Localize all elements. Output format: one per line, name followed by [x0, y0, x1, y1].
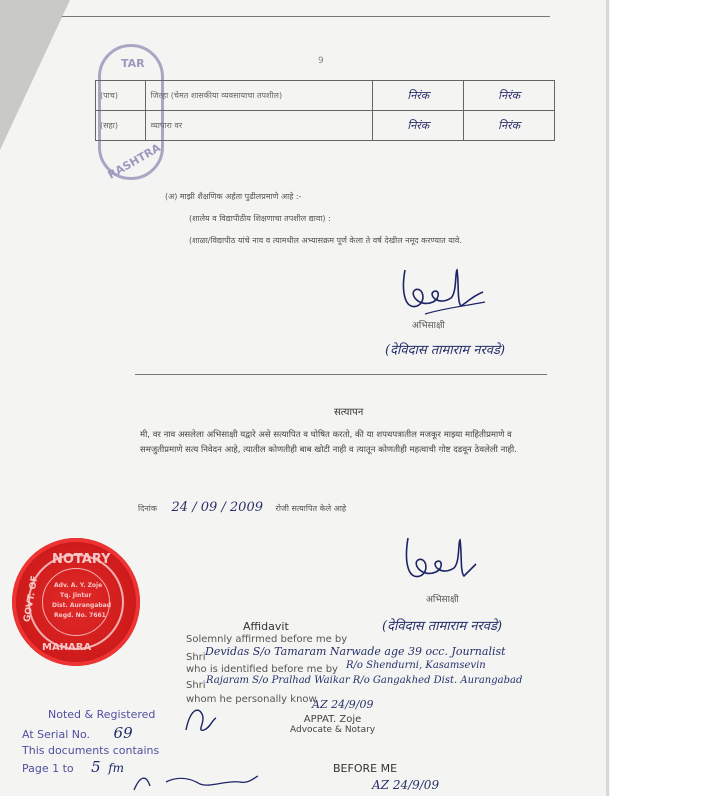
identifier-details: Rajaram S/o Pralhad Waikar R/o Gangakhed Dist. Aurangabad [206, 675, 523, 686]
solemnly-text: Solemnly affirmed before me by [186, 634, 348, 645]
page-fold [0, 0, 70, 150]
verification-title: सत्यापन [334, 407, 364, 418]
bottom-signature [130, 770, 260, 796]
deponent-details: Devidas S/o Tamaram Narwade age 39 occ. Journalist [205, 645, 506, 658]
shri-label: Shri [186, 652, 206, 663]
whom-text: whom he personally know [186, 694, 317, 705]
signature-caption: अभिसाक्षी [412, 321, 445, 331]
contains-text: This documents contains [22, 744, 160, 757]
page-range-line [22, 758, 124, 776]
table-cell: व्यापारा वर [146, 111, 373, 141]
table-cell: (पाच) [96, 81, 146, 111]
date-value: 24 / 09 / 2009 [171, 500, 263, 515]
affidavit-heading: Affidavit [243, 620, 289, 633]
education-line: (शालेय व विद्यापीठीय शिक्षणाचा तपशील द्यावा) : [189, 214, 331, 223]
seal-center-text: Adv. A. Y. Zoje [54, 582, 103, 589]
date-prefix: दिनांक [138, 504, 157, 513]
divider [135, 374, 547, 375]
table-row [96, 81, 555, 111]
seal-bottom-text: MAHARA [42, 642, 92, 653]
notary-seal [12, 538, 140, 666]
notary-initial-date: AZ 24/9/09 [312, 698, 374, 711]
page-number: 9 [318, 56, 324, 66]
deponent-name: (देविदास तामाराम नरवडे) [382, 619, 503, 634]
education-line: (अ) माझी शैक्षणिक अर्हता पुढीलप्रमाणे आहे :- [165, 192, 302, 201]
noted-registered: Noted & Registered [48, 708, 156, 721]
assets-table [95, 80, 555, 141]
shri-label: Shri [186, 680, 206, 691]
table-cell: (सहा) [96, 111, 146, 141]
serial-line [22, 724, 133, 742]
page-range-value: 5 [91, 758, 101, 776]
page-range-label: Page 1 to [22, 762, 74, 775]
notary-signature-date: AZ 24/9/09 [372, 778, 440, 792]
identifier-residence: R/o Shendurni, Kasamsevin [346, 660, 486, 671]
serial-value: 69 [113, 724, 133, 742]
identified-text: who is identified before me by [186, 664, 338, 675]
notary-name: APPAT. Zoje [303, 714, 362, 725]
table-row [96, 111, 555, 141]
notary-initials [180, 700, 220, 740]
notary-designation [290, 714, 375, 735]
education-section [165, 186, 462, 252]
page-edge [606, 0, 609, 796]
table-cell: निरंक [373, 81, 464, 111]
seal-top-text: NOTARY [52, 552, 111, 567]
signature-caption: अभिसाक्षी [426, 595, 459, 605]
table-cell: जिल्हा (चेमत शासकीया व्यवसायाचा तपशील) [146, 81, 373, 111]
purple-stamp-top: TAR [121, 57, 145, 70]
page-range-suffix: fm [108, 761, 125, 775]
table-cell: निरंक [373, 111, 464, 141]
verification-text: मी, वर नाव असलेला अभिसाक्षी यद्वारे असे सत्यापित व घोषित करतो, की या शपथपत्रातील मजकूर माझ्या माहितीप्रमाणे व समजुतीप्रमाणे सत्य निवेदन आहे, त्यातील कोणतीही बाब खोटी नाही व त्यातून कोणतीही महत्वाची गोष्ट दडवून ठेवलेली नाही. [140, 430, 517, 455]
before-me-label: BEFORE ME [333, 762, 398, 775]
signature-2 [398, 534, 478, 592]
seal-center-text: Regd. No. 7661 [54, 612, 106, 619]
table-cell: निरंक [464, 111, 555, 141]
table-cell: निरंक [464, 81, 555, 111]
education-line: (शाळा/विद्यापीठ यांचे नाव व त्यामधील अभ्यासक्रम पूर्ण केला ते वर्ष देखील नमूद करण्यात यावे. [189, 236, 462, 245]
signature-1 [395, 262, 490, 322]
notary-title: Advocate & Notary [290, 725, 376, 735]
seal-left-text: GOVT. OF [22, 575, 41, 623]
deponent-name: (देविदास तामाराम नरवडे) [385, 343, 506, 358]
date-line [138, 500, 346, 515]
seal-center-text: Tq. Jintur [60, 592, 92, 599]
purple-stamp-side: RASHTRA [105, 141, 163, 182]
serial-label: At Serial No. [22, 728, 91, 741]
seal-center-text: Dist. Aurangabad [52, 602, 112, 609]
top-rule [62, 16, 550, 17]
date-suffix: रोजी सत्यापित केले आहे [275, 504, 347, 513]
